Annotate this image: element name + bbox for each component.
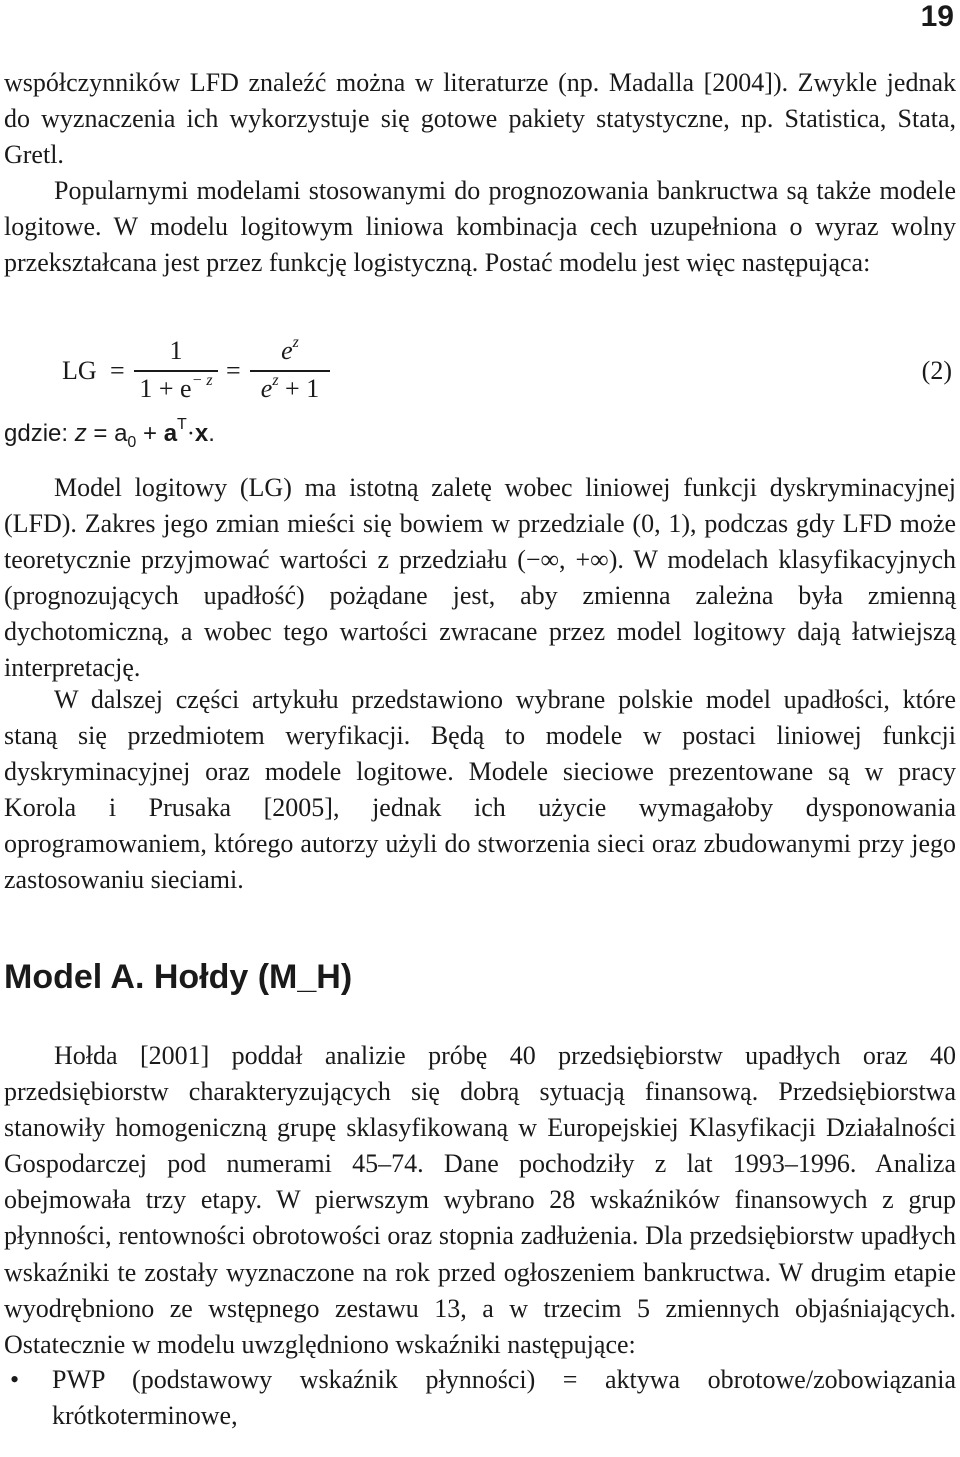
fraction-1-denominator: $1 + e^{- z}$ — [139, 372, 213, 403]
paragraph-logit-advantage: Model logitowy (LG) ma istotną zaletę wobec liniowej funkcji dyskryminacyjnej (LFD). Zakres jego zmian mieści się bowiem w przedziale (0, 1), podczas gdy LFD może teoretycznie przyjmować wartości z przedziału (−∞, +∞). W modelach klasyfikacyjnych (prognozujących upadłość) pożądane jest, aby zmienna zależna była zmienną dychotomiczną, a wobec tego wartości zwracane przez model logitowy dają łatwiejszą interpretację. — [4, 473, 956, 683]
formula-where-line: gdzie: $z = a_0 + a^T\cdot x$. — [4, 416, 215, 451]
page-number: 19 — [920, 0, 954, 33]
formula-fraction-2 — [250, 336, 330, 408]
fraction-2-denominator: $e^z + 1$ — [260, 372, 320, 403]
paragraph-logit-models: Popularnymi modelami stosowanymi do prognozowania bankructwa są także modele logitowe. W modelu logitowym liniowa kombinacja cech uzupełniona o wyraz wolny przekształcana jest przez funkcję logistyczną. Postać modelu jest więc następująca: — [4, 176, 956, 278]
formula-fraction-1 — [134, 336, 218, 408]
list-item: • PWP (podstawowy wskaźnik płynności) = aktywa obrotowe/zobowiązania krótkoterminowe, — [4, 1362, 956, 1434]
fraction-1-numerator: 1 — [169, 336, 183, 365]
formula-equals-2: = — [226, 356, 241, 385]
paragraph-holda-model: Hołda [2001] poddał analizie próbę 40 przedsiębiorstw upadłych oraz 40 przedsiębiorstw charakteryzujących się dobrą sytuacją finansową. Przedsiębiorstwa stanowiły homogeniczną grupę sklasyfikowaną w Europejskiej Klasyfikacji Działalności Gospodarczej pod numerami 45–74. Dane pochodziły z lat 1993–1996. Analiza obejmowała trzy etapy. W pierwszym wybrano 28 wskaźników finansowych z grup płynności, rentowności obrotowości oraz stopnia zadłużenia. Dla przedsiębiorstw upadłych wskaźniki te zostały wyznaczone na rok przed ogłoszeniem bankructwa. W drugim etapie wyodrębniono ze wstępnego zestawu 13, a w trzecim 5 zmiennych objaśniających. Ostatecznie w modelu uwzględniono wskaźniki następujące: — [4, 1041, 956, 1359]
formula-equals-1: = — [110, 356, 125, 385]
section-heading: Model A. Hołdy (M_H) — [4, 958, 353, 996]
logit-formula — [50, 336, 956, 416]
fraction-2-numerator: $e^z$ — [281, 334, 299, 365]
formula-lhs: LG — [62, 356, 97, 385]
paragraph-intro: współczynników LFD znaleźć można w literaturze (np. Madalla [2004]). Zwykle jednak do wyznaczenia ich wykorzystuje się gotowe pakiety statystyczne, np. Statistica, Stata, Gretl. — [4, 68, 956, 170]
indicator-list — [4, 1362, 956, 1434]
paragraph-selected-models: W dalszej części artykułu przedstawiono wybrane polskie model upadłości, które staną się przedmiotem weryfikacji. Będą to modele w postaci liniowej funkcji dyskryminacyjnej oraz modele logitowe. Modele sieciowe prezentowane są w pracy Korola i Prusaka [2005], jednak ich użycie wymagałoby dysponowania oprogramowaniem, którego autorzy użyli do stworzenia sieci oraz zbudowanymi przy jego zastosowaniu sieciami. — [4, 685, 956, 895]
equation-number: (2) — [921, 356, 952, 385]
